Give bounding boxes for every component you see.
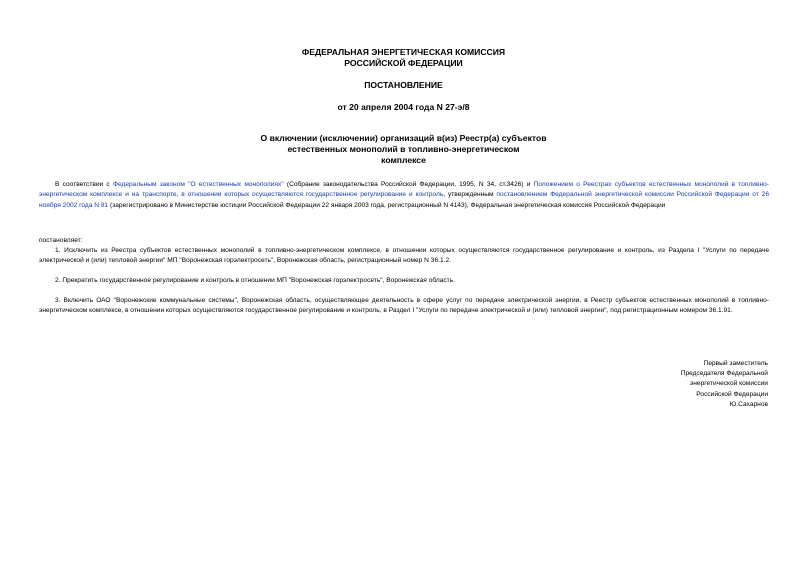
title-line-2: естественных монополий в топливно-энергетическом	[287, 144, 520, 154]
organization-heading	[0, 47, 807, 69]
signature-line-2: Председателя Федеральной	[680, 370, 768, 378]
preamble-text-1: В соответствии с	[55, 181, 113, 188]
preamble-text-4: (зарегистрировано в Министерстве юстиции Российской Федерации 22 января 2003 года, регистрационный N 4143), Федеральная энергетическая комиссия Российской Федерации	[108, 201, 666, 209]
signature-block	[681, 359, 768, 410]
item-3-paragraph: 3. Включить ОАО "Воронежские коммунальные системы", Воронежская область, осуществляющее деятельность в сфере услуг по передаче электрической энергии, в Реестр субъектов естественных монополий в топливно-энергетическом комплексе, в отношении которых осуществляются государственное регулирование и контроль, в Раздел I "Услуги по передаче электрической и (или) тепловой энергии", под регистрационным номером 36.1.91.	[39, 297, 769, 315]
title-line-3: комплексе	[381, 155, 426, 165]
preamble-text-3: , утвержденным	[443, 191, 497, 199]
organization-line-1: ФЕДЕРАЛЬНАЯ ЭНЕРГЕТИЧЕСКАЯ КОМИССИЯ	[301, 47, 506, 57]
signature-line-4: Российской Федерации	[696, 390, 768, 398]
item-1-paragraph: 1. Исключить из Реестра субъектов естественных монополий в топливно-энергетическом комплексе, в отношении которых осуществляются государственное регулирование и контроль, из Раздела I "Услуги по передаче электрической и (или) тепловой энергии" МП "Воронежская горэлектросеть", Воронежская область, регистрационный номер N 36.1.2.	[39, 247, 769, 265]
signature-name: Ю.Сахарнов	[729, 400, 768, 408]
organization-line-2: РОССИЙСКОЙ ФЕДЕРАЦИИ	[344, 58, 463, 68]
preamble-paragraph	[39, 180, 769, 211]
fek-resolution-link[interactable]: постановлением Федеральной энергетической комиссии Российской Федерации от 26 ноября 2002 года N 81	[39, 191, 770, 209]
document-date: от 20 апреля 2004 года N 27-э/8	[337, 102, 470, 112]
resolves-text: постановляет:	[39, 237, 83, 244]
item-2-paragraph: 2. Прекратить государственное регулирование и контроль в отношении МП "Воронежская горэлектросеть", Воронежская область.	[55, 277, 455, 284]
signature-line-3: энергетической комиссии	[689, 380, 768, 388]
preamble-text-2: (Собрание законодательства Российской Федерации, 1995, N 34, ст.3426) и	[283, 181, 534, 188]
signature-line-1: Первый заместитель	[703, 360, 768, 367]
registry-regulation-link[interactable]: Положением о Реестрах субъектов естественных монополий в топливно-энергетическом комплексе и на транспорте, в отношении которых осуществляются государственное регулирование и контроль	[39, 181, 769, 199]
document-type: ПОСТАНОВЛЕНИЕ	[364, 80, 443, 90]
title-line-1: О включении (исключении) организаций в(из) Реестр(а) субъектов	[260, 133, 547, 143]
federal-law-link[interactable]: Федеральным законом "О естественных монополиях"	[112, 181, 284, 188]
document-title	[0, 133, 807, 166]
